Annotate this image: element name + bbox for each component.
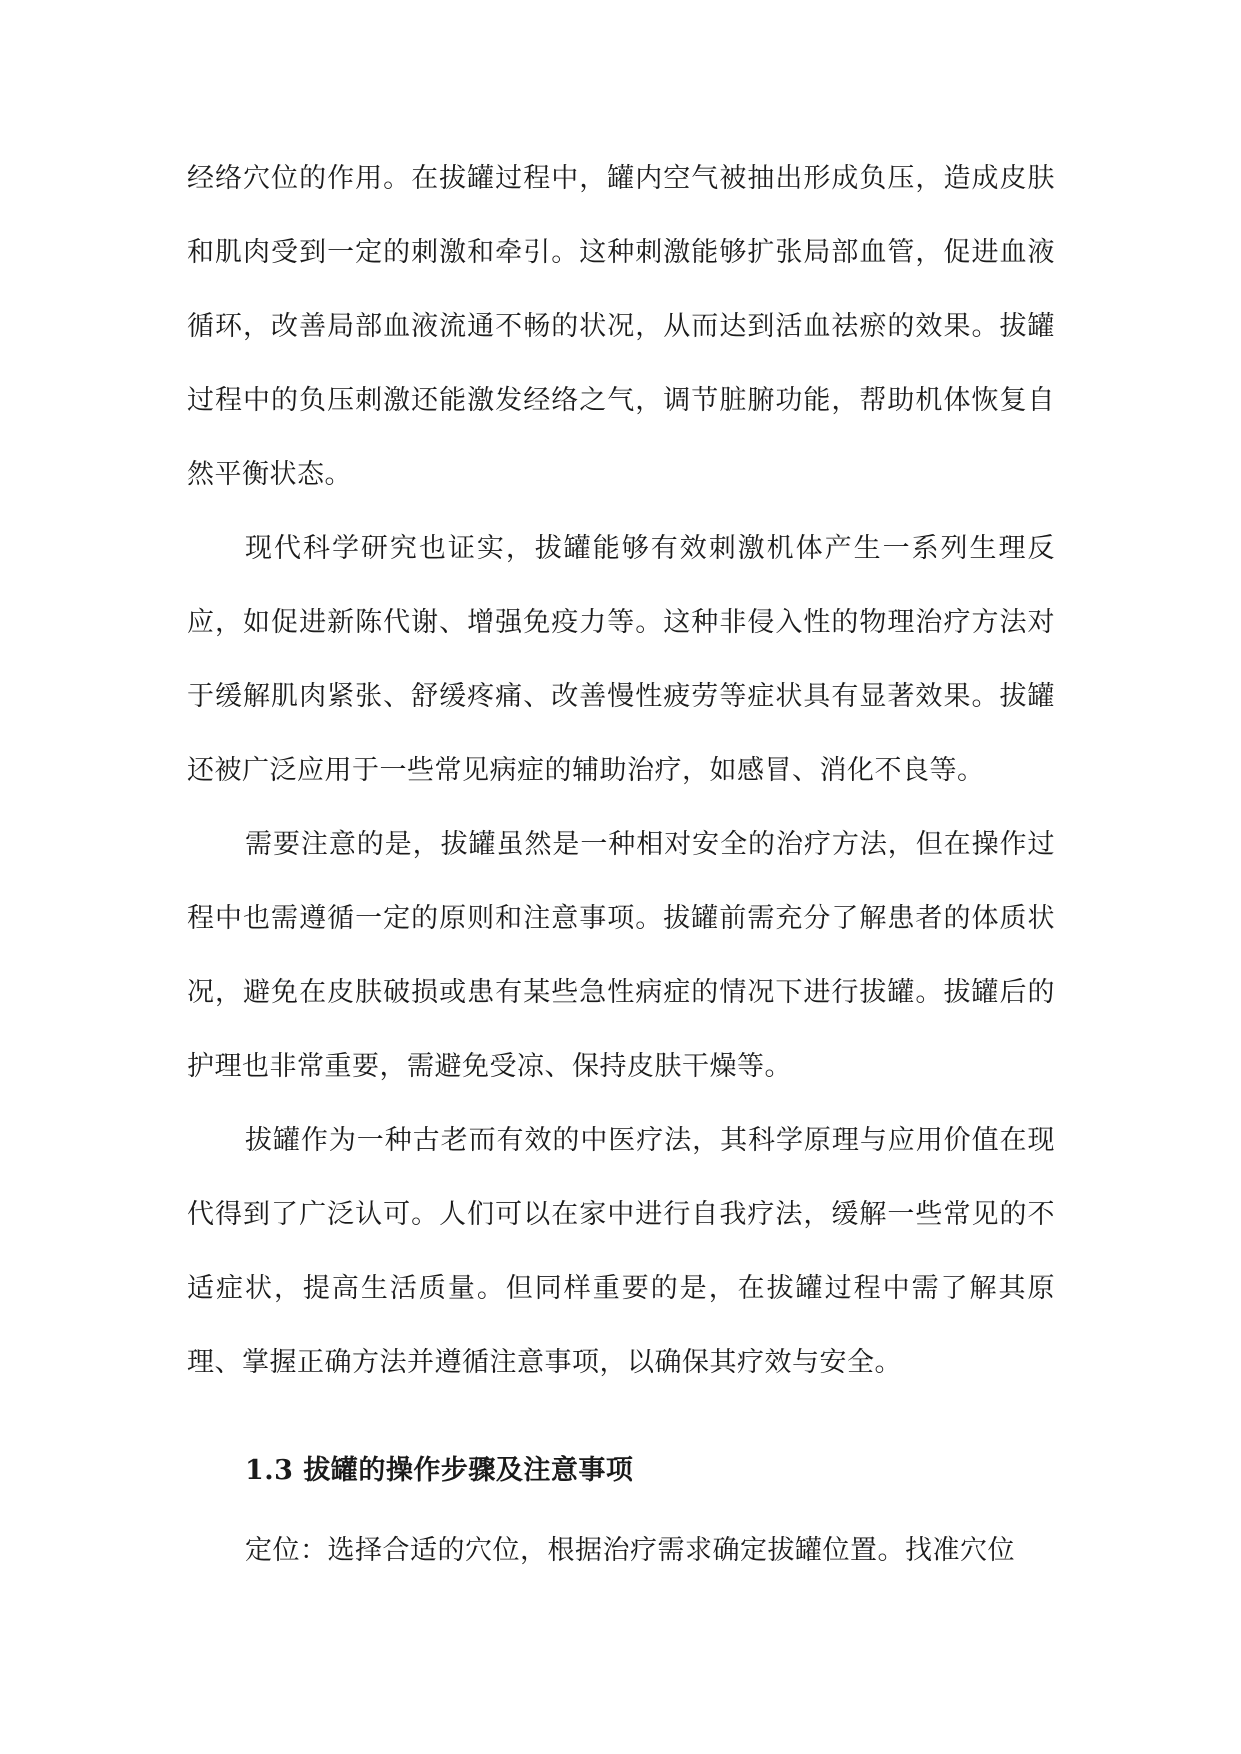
document-body — [187, 142, 1055, 1588]
paragraph: 需要注意的是，拔罐虽然是一种相对安全的治疗方法，但在操作过程中也需遵循一定的原则和注意事项。拔罐前需充分了解患者的体质状况，避免在皮肤破损或患有某些急性病症的情况下进行拔罐。拔罐后的护理也非常重要，需避免受凉、保持皮肤干燥等。 — [187, 829, 1055, 1082]
paragraph-continued: 经络穴位的作用。在拔罐过程中，罐内空气被抽出形成负压，造成皮肤和肌肉受到一定的刺激和牵引。这种刺激能够扩张局部血管，促进血液循环，改善局部血液流通不畅的状况，从而达到活血祛瘀的效果。拔罐过程中的负压刺激还能激发经络之气，调节脏腑功能，帮助机体恢复自然平衡状态。 — [187, 163, 1055, 490]
paragraph: 拔罐作为一种古老而有效的中医疗法，其科学原理与应用价值在现代得到了广泛认可。人们可以在家中进行自我疗法，缓解一些常见的不适症状，提高生活质量。但同样重要的是，在拔罐过程中需了解其原理、掌握正确方法并遵循注意事项，以确保其疗效与安全。 — [187, 1125, 1055, 1378]
paragraph: 现代科学研究也证实，拔罐能够有效刺激机体产生一系列生理反应，如促进新陈代谢、增强免疫力等。这种非侵入性的物理治疗方法对于缓解肌肉紧张、舒缓疼痛、改善慢性疲劳等症状具有显著效果。拔罐还被广泛应用于一些常见病症的辅助治疗，如感冒、消化不良等。 — [187, 533, 1055, 786]
section-heading: 1.3 拔罐的操作步骤及注意事项 — [245, 1455, 634, 1486]
section-paragraph: 定位：选择合适的穴位，根据治疗需求确定拔罐位置。找准穴位 — [245, 1535, 1015, 1566]
